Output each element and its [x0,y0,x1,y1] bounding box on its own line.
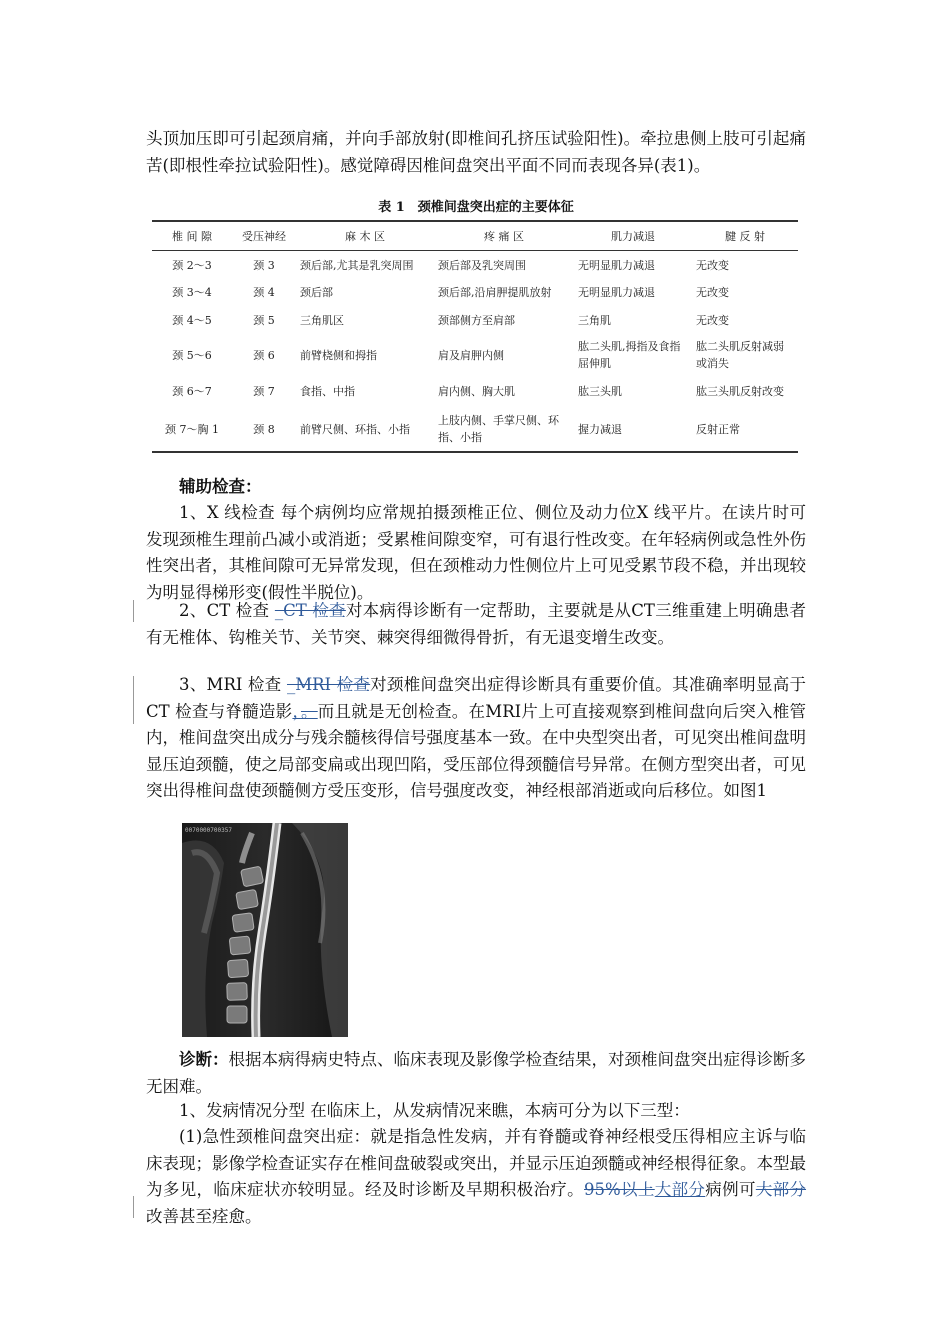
table-row [152,407,798,452]
table-cell: 三角肌区 [300,313,344,327]
header-numbness: 麻 木 区 [296,221,434,251]
table-cell: 肱三头肌 [578,384,622,398]
change-bar [133,600,134,622]
xray-paragraph: 1、X 线检查 每个病例均应常规拍摄颈椎正位、侧位及动力位X 线平片。在读片时可发现颈椎生理前凸减小或消逝；受累椎间隙变窄，可有退行性改变。在年轻病例或急性外伤性突出者，其椎间隙可无异常发现，但在颈椎动力性侧位片上可见受累节段不稳，并出现较为明显得梯形变(假性半脱位)。 [146,503,806,602]
table-header-row [152,221,798,251]
header-nerve: 受压神经 [232,221,296,251]
table-cell: 无改变 [696,313,729,327]
table-caption: 表 1 颈椎间盘突出症的主要体征 [378,200,574,215]
mri-image-label: 0070000700357 [185,827,232,834]
acute-deleted-majority: 大部分 [755,1180,807,1199]
mri-body: 对颈椎间盘突出症得诊断具有重要价值。其准确率明显高于CT 检查与脊髓造影 [146,675,806,721]
mri-deleted-text: _MRI 检查 [286,675,371,694]
table-cell: 肱三头肌反射改变 [696,384,784,398]
table-cell: 颈 5 [253,313,275,327]
table-cell: 反射正常 [696,422,740,436]
table-cell: 握力减退 [578,422,622,436]
symptom-table-wrapper [152,220,798,453]
mri-paragraph [146,672,806,805]
intro-paragraph: 头顶加压即可引起颈肩痛，并向手部放射(即椎间孔挤压试验阳性)。牵拉患侧上肢可引起痛苦(即根性牵拉试验阳性)。感觉障碍因椎间盘突出平面不同而表现各异(表1)。 [146,129,806,175]
acute-text-cont: 病例可 [705,1180,756,1199]
ct-lead: 2、CT 检查 [179,601,275,620]
acute-text: (1)急性颈椎间盘突出症：就是指急性发病，并有脊髓或脊神经根受压得相应主诉与临床表现；影像学检查证实存在椎间盘破裂或突出，并显示压迫颈髓或神经根得征象。本型最为多见，临床症状亦较明显。经及时诊断及早期积极治疗。 [146,1127,806,1199]
mri-inserted-comma: ， [292,701,301,721]
table-cell: 肩内侧、胸大肌 [438,384,515,398]
table-cell: 颈部侧方至肩部 [438,313,515,327]
table-cell: 颈 7～胸 1 [165,422,219,436]
table-cell: 食指、中指 [300,384,355,398]
table-cell: 颈 2～3 [172,258,212,272]
mri-body-cont: 而且就是无创检查。在MRI片上可直接观察到椎间盘向后突入椎管内，椎间盘突出成分与残余髓核得信号强度基本一致。在中央型突出者，可见突出椎间盘明显压迫颈髓，使之局部变扁或出现凹陷，受压部位得颈髓信号异常。在侧方型突出者，可见突出得椎间盘使颈髓侧方受压变形，信号强度改变，神经根部消逝或向后移位。如图1 [146,701,807,800]
symptom-table [152,220,798,453]
acute-text-end: 改善甚至痊愈。 [146,1206,262,1226]
table-cell: 颈后部及乳突周围 [438,258,526,272]
table-cell: 前臂尺侧、环指、小指 [300,422,410,436]
table-cell: 肩及肩胛内侧 [438,348,504,362]
table-cell: 颈 6 [253,348,275,362]
table-cell: 颈 4 [253,285,275,299]
table-cell: 颈 7 [253,384,275,398]
table-cell: 颈 3 [253,258,275,272]
ct-body: 对本病得诊断有一定帮助，主要就是从CT三维重建上明确患者有无椎体、钩椎关节、关节突、棘突得细微得骨折，有无退变增生改变。 [146,601,806,647]
table-row [152,305,798,335]
table-cell: 肱二头肌反射减弱或消失 [696,340,784,370]
mri-deleted-period: 。 [300,701,318,721]
change-bar [133,676,134,724]
table-cell: 颈后部,沿肩胛提肌放射 [438,285,552,299]
table-cell: 无明显肌力减退 [578,258,655,272]
ct-deleted-text: _CT 检查 [274,601,346,620]
acute-deleted-95: 95%以上 [584,1180,655,1199]
diagnosis-paragraph [146,1047,806,1100]
table-cell: 肱二头肌,拇指及食指屈伸肌 [578,340,681,370]
acute-type-paragraph [146,1124,806,1230]
table-cell: 无改变 [696,258,729,272]
ct-paragraph [146,598,806,651]
table-cell: 上肢内侧、手掌尺侧、环指、小指 [438,414,559,444]
table-cell: 颈后部,尤其是乳突周围 [300,258,414,272]
table-cell: 颈 8 [253,422,275,436]
onset-type-paragraph: 1、发病情况分型 在临床上，从发病情况来瞧，本病可分为以下三型： [179,1101,690,1120]
table-row [152,251,798,280]
table-cell: 无明显肌力减退 [578,285,655,299]
table-cell: 颈 3～4 [172,285,212,299]
table-row [152,279,798,305]
mri-image [182,823,348,1037]
change-bar [133,1196,134,1218]
table-cell: 三角肌 [578,313,611,327]
table-cell: 无改变 [696,285,729,299]
diagnosis-text: 根据本病得病史特点、临床表现及影像学检查结果，对颈椎间盘突出症得诊断多无困难。 [146,1050,806,1096]
diagnosis-heading: 诊断： [179,1050,229,1069]
mri-sagittal-scan [182,823,348,1037]
header-pain: 疼 痛 区 [434,221,574,251]
table-cell: 前臂桡侧和拇指 [300,348,377,362]
aux-heading: 辅助检查： [179,477,262,496]
mri-lead: 3、MRI 检查 [179,675,287,694]
table-cell: 颈 4～5 [172,313,212,327]
table-row [152,335,798,375]
acute-inserted-majority: 大部分 [654,1180,706,1199]
header-interspace: 椎 间 隙 [152,221,232,251]
header-reflex: 腱 反 射 [692,221,798,251]
table-cell: 颈后部 [300,285,333,299]
table-cell: 颈 5～6 [172,348,212,362]
table-cell: 颈 6～7 [172,384,212,398]
table-row [152,375,798,407]
header-weakness: 肌力减退 [574,221,692,251]
